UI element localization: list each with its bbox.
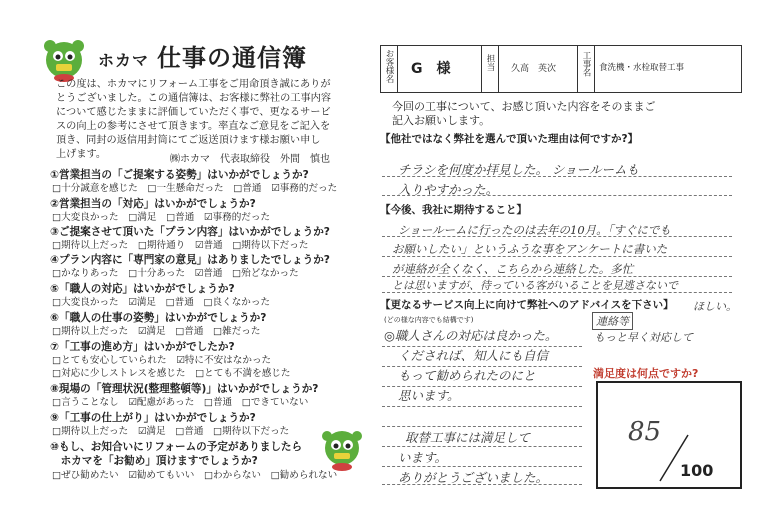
handwritten-answer: もって勧められたのにと — [398, 368, 536, 383]
intro-line: について感じたままに評価していただく事で、更なるサービ — [56, 107, 331, 118]
mascot-illustration — [318, 424, 366, 472]
intro-line: 上げます。 — [56, 149, 107, 160]
question-options[interactable]: □ぜひ勧めたい ☑勧めてもいい □わからない □勧められない — [52, 470, 338, 481]
question-options[interactable]: □十分誠意を感じた □一生懸命だった □普通 ☑事務的だった — [52, 183, 338, 194]
rep-label: 担当 — [485, 54, 495, 71]
handwritten-answer: 連絡等 — [592, 312, 633, 330]
question-options[interactable]: □大変良かった □満足 □普通 ☑事務的だった — [52, 212, 271, 223]
customer-info-box — [380, 45, 742, 93]
intro-line: とうございました。この通信簿は、お客様に弊社の工事内容 — [56, 93, 332, 104]
question: ④プラン内容に「専門家の意見」はありましたでしょうか? — [50, 254, 330, 266]
work-name: 食洗機・水栓取替工事 — [599, 63, 685, 73]
question-options[interactable]: □期待以上だった ☑満足 □普通 □雑だった — [52, 326, 261, 337]
intro-line: スの向上の参考にさせて頂きます。率直なご意見をご記入を — [56, 121, 331, 132]
question: ⑤「職人の対応」はいかがでしょうか? — [50, 283, 235, 295]
question: ホカマを「お勧め」頂けますでしょうか? — [50, 455, 258, 467]
handwritten-answer: ショールームに行ったのは去年の10月。「すぐにでも — [398, 223, 671, 237]
score-max: 100 — [680, 461, 714, 480]
question: ⑦「工事の進め方」はいかがでしたか? — [50, 341, 235, 353]
handwritten-answer: 入りやすかった。 — [398, 182, 499, 197]
brand-name: ホカマ — [98, 51, 150, 70]
question-options[interactable]: □期待以上だった ☑満足 □普通 □期待以下だった — [52, 426, 290, 437]
question-options[interactable]: □かなりあった □十分あった ☑普通 □殆どなかった — [52, 268, 299, 279]
rep-name: 久高 英次 — [511, 64, 557, 74]
work-label: 工事名 — [581, 51, 591, 77]
lead-line: 今回の工事について、お感じ頂いた内容をそのままご — [392, 100, 656, 113]
page-title — [98, 38, 307, 73]
handwritten-answer: もっと早く対応して — [594, 331, 693, 344]
handwritten-answer: お願いしたい」というふうな事をアンケートに書いた — [392, 242, 668, 256]
question: ⑨「工事の仕上がり」はいかがでしょうか? — [50, 412, 256, 424]
question: ①営業担当の「ご提案する姿勢」はいかがでしょうか? — [50, 169, 309, 181]
handwritten-answer: とは思いますが、待っている客がいることを見逃さないで — [392, 279, 678, 292]
question-options[interactable]: □言うことなし ☑配慮があった □普通 □できていない — [52, 397, 309, 408]
question: ②営業担当の「対応」はいかがでしょうか? — [50, 198, 256, 210]
handwritten-answer: います。 — [398, 450, 448, 465]
intro-line: 頂き、同封の返信用封筒にてご返送頂けます様お願い申し — [56, 135, 321, 146]
customer-name: G 様 — [411, 61, 451, 77]
question: ⑥「職人の仕事の姿勢」はいかがでしょうか? — [50, 312, 267, 324]
score-box — [596, 381, 742, 489]
section-title: 【他社ではなく弊社を選んで頂いた理由は何ですか?】 — [380, 133, 639, 145]
score-value: 85 — [628, 417, 662, 447]
handwritten-answer: チラシを何度か拝見した。 ショールームも — [398, 162, 639, 177]
question: ⑩もし、お知合いにリフォームの予定がありましたら — [50, 441, 303, 453]
handwritten-answer: が連絡が全くなく、こちらから連絡した。多忙 — [392, 262, 634, 276]
handwritten-answer: 取替工事には満足して — [405, 430, 531, 445]
lead-line: 記入お願いします。 — [392, 114, 491, 127]
score-label: 満足度は何点ですか? — [593, 367, 699, 380]
handwritten-answer: 思います。 — [398, 388, 460, 403]
handwritten-answer: ◎職人さんの対応は良かった。 — [384, 328, 558, 343]
question-options[interactable]: □大変良かった ☑満足 □普通 □良くなかった — [52, 297, 271, 308]
question: ⑧現場の「管理状況(整理整頓等)」はいかがでしょうか? — [50, 383, 319, 395]
signature: ㈱ホカマ 代表取締役 外間 慎也 — [170, 154, 330, 165]
question: ③ご提案させて頂いた「プラン内容」はいかがでしょうか? — [50, 226, 330, 238]
handwritten-answer: くだされば、知人にも自信 — [398, 348, 549, 363]
question-options[interactable]: □とても安心していられた ☑特に不安はなかった — [52, 355, 272, 366]
handwritten-answer: ありがとうございました。 — [398, 470, 549, 485]
handwritten-answer: ほしい。 — [693, 300, 737, 313]
intro-line: この度は、ホカマにリフォーム工事をご用命頂き誠にありが — [56, 79, 331, 90]
section-title: 【今後、我社に期待すること】 — [380, 204, 527, 216]
section-subtitle: (どの様な内容でも結構です) — [384, 316, 474, 324]
question-options[interactable]: □対応に少しストレスを感じた □とても不満を感じた — [52, 368, 291, 379]
question-options[interactable]: □期待以上だった □期待通り ☑普通 □期待以下だった — [52, 240, 309, 251]
customer-label: お客様名 — [384, 49, 394, 83]
section-title: 【更なるサービス向上に向けて弊社へのアドバイスを下さい】 — [380, 299, 674, 311]
mascot-logo — [40, 36, 88, 84]
title-text: 仕事の通信簿 — [157, 44, 308, 72]
